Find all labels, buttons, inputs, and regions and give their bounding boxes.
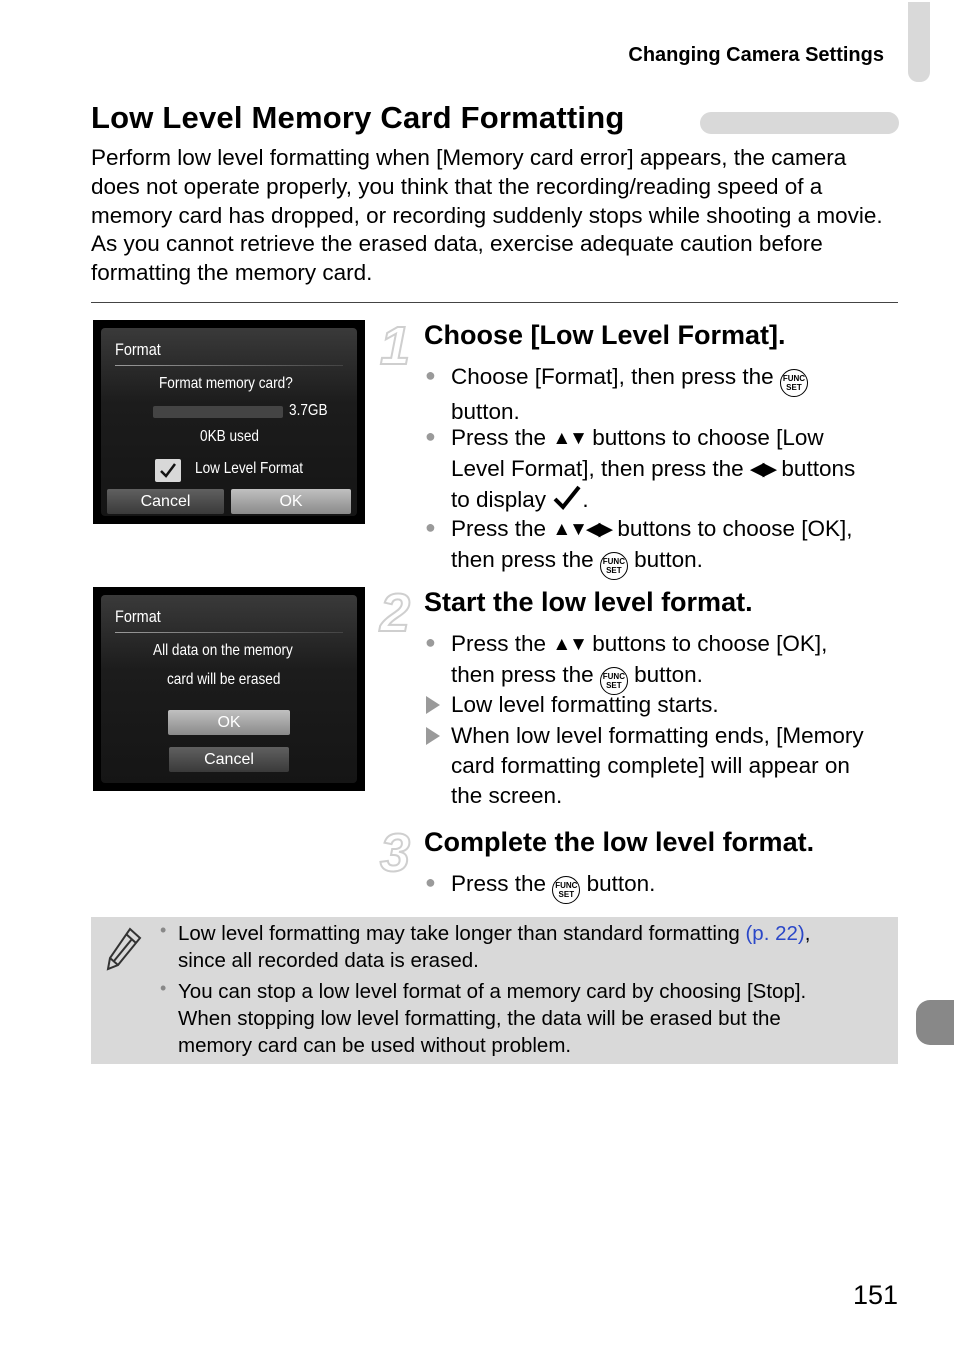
bullet-icon: ● (425, 517, 436, 537)
up-down-arrows-icon: ▲▼ (552, 634, 586, 655)
used-text: 0KB used (200, 428, 259, 445)
bullet-icon: ● (425, 632, 436, 652)
func-set-icon: FUNC SET (600, 552, 628, 580)
left-right-arrows-icon: ◀▶ (749, 459, 776, 480)
screen-question: Format memory card? (159, 375, 293, 392)
step2-result-2: When low level formatting ends, [Memory card formatting complete] will appear on the screen. (451, 723, 864, 808)
note-item-1: Low level formatting may take longer than standard formatting (p. 22), since all recorded data is erased. (178, 922, 811, 972)
step-number-2: 2 (380, 583, 411, 643)
capacity-text: 3.7GB (289, 402, 328, 419)
step-number-3: 3 (380, 823, 411, 883)
chapter-tab (916, 1000, 954, 1045)
header-title: Changing Camera Settings (628, 44, 884, 66)
bullet-icon: • (160, 978, 167, 998)
screen-warning-line1: All data on the memory (153, 642, 293, 659)
check-icon (155, 459, 181, 482)
page-number: 151 (852, 1280, 898, 1310)
step1-title: Choose [Low Level Format]. (424, 320, 786, 350)
step1-instruction-3: Press the ▲▼◀▶ buttons to choose [OK], then press the FUNC SET button. (451, 514, 901, 580)
step2-instruction-1: Press the ▲▼ buttons to choose [OK], then press the FUNC SET button. (451, 629, 901, 695)
step1-instruction-2: Press the ▲▼ buttons to choose [Low Level Format], then press the ◀▶ buttons to display . (451, 425, 856, 512)
up-down-arrows-icon: ▲▼ (552, 428, 586, 449)
screen-ok-button: OK (168, 710, 290, 735)
step1-instruction-1: Choose [Format], then press the FUNC SET button. (451, 362, 901, 427)
bullet-icon: • (160, 920, 167, 940)
step3-title: Complete the low level format. (424, 827, 815, 857)
capacity-bar (153, 406, 283, 418)
page-reference-link[interactable]: (p. 22) (745, 922, 805, 945)
step2-title: Start the low level format. (424, 587, 753, 617)
screen-cancel-button: Cancel (107, 489, 224, 514)
pencil-icon (104, 925, 144, 973)
screen-warning-line2: card will be erased (167, 671, 281, 688)
intro-paragraph: Perform low level formatting when [Memory card error] appears, the camera does not operate properly, you think that the recording/reading speed of a memory card has dropped, or recording suddenly stops while shooting a movie. As you cannot retrieve the erased data, exercise adequate caution before formatting the memory card. (91, 145, 883, 286)
step3-instruction-1: Press the FUNC SET button. (451, 869, 901, 904)
screen-ok-button: OK (231, 489, 351, 514)
result-arrow-icon (426, 696, 440, 714)
screen-title: Format (115, 607, 161, 626)
func-set-icon: FUNC SET (600, 667, 628, 695)
four-way-arrows-icon: ▲▼◀▶ (552, 519, 612, 540)
result-arrow-icon (426, 727, 440, 745)
section-title-bar (700, 112, 899, 134)
screen-cancel-button: Cancel (169, 747, 289, 772)
bullet-icon: ● (425, 872, 436, 892)
step-number-1: 1 (380, 316, 411, 376)
checkmark-icon (552, 485, 582, 511)
header-tab (908, 2, 930, 82)
func-set-icon: FUNC SET (780, 369, 808, 397)
low-level-option: Low Level Format (195, 460, 304, 477)
bullet-icon: ● (425, 426, 436, 446)
camera-screen-format-menu (93, 320, 365, 524)
step2-result-1: Low level formatting starts. (451, 692, 719, 717)
divider (91, 302, 898, 303)
bullet-icon: ● (425, 365, 436, 385)
low-level-checkbox (155, 459, 181, 482)
screen-title: Format (115, 340, 161, 359)
section-title: Low Level Memory Card Formatting (91, 100, 625, 135)
note-item-2: You can stop a low level format of a memory card by choosing [Stop]. When stopping low level formatting, the data will be erased but the memory card can be used without problem. (178, 980, 807, 1057)
camera-screen-confirm (93, 587, 365, 791)
func-set-icon: FUNC SET (552, 876, 580, 904)
